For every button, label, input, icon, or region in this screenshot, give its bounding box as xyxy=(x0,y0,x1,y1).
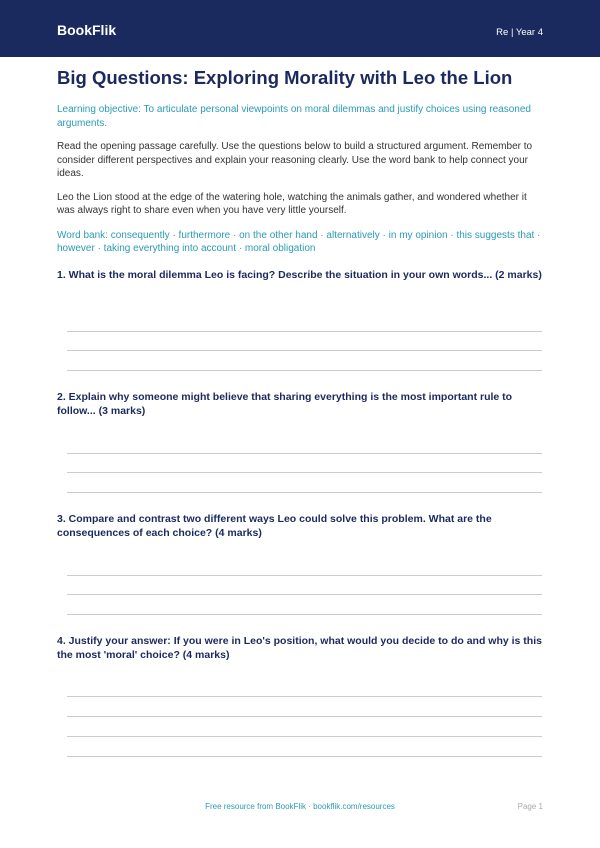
answer-line[interactable] xyxy=(67,453,542,454)
answer-line[interactable] xyxy=(67,350,542,351)
question-4: 4. Justify your answer: If you were in Leo's position, what would you decide to do and why is this the most 'moral' choice? (4 marks) xyxy=(57,635,542,661)
header-bar xyxy=(0,0,600,57)
footer-credit: Free resource from BookFlik · bookflik.com/resources xyxy=(205,802,395,811)
page-number: Page 1 xyxy=(517,802,543,811)
word-bank: Word bank: consequently · furthermore · on the other hand · alternatively · in my opinion · this suggests that · however · taking everything into account · moral obligation xyxy=(57,229,541,254)
worksheet-content xyxy=(57,64,544,256)
answer-line[interactable] xyxy=(67,756,542,757)
answer-line[interactable] xyxy=(67,331,542,332)
worksheet-title: Big Questions: Exploring Morality with Leo the Lion xyxy=(57,67,513,88)
answer-line[interactable] xyxy=(67,696,542,697)
subject-year-label: Re | Year 4 xyxy=(496,27,543,38)
answer-line[interactable] xyxy=(67,716,542,717)
answer-line[interactable] xyxy=(67,594,542,595)
answer-line[interactable] xyxy=(67,370,542,371)
opening-passage: Leo the Lion stood at the edge of the watering hole, watching the animals gather, and wondered whether it was always right to share even when you have very little yourself. xyxy=(57,191,527,216)
answer-line[interactable] xyxy=(67,492,542,493)
answer-line[interactable] xyxy=(67,614,542,615)
answer-line[interactable] xyxy=(67,736,542,737)
learning-objective: Learning objective: To articulate personal viewpoints on moral dilemmas and justify choices using reasoned arguments. xyxy=(57,104,531,129)
answer-line[interactable] xyxy=(67,472,542,473)
instructions-text: Read the opening passage carefully. Use the questions below to build a structured argument. Remember to consider different perspectives and explain your reasoning clearly. Use the word bank to help connect your ideas. xyxy=(57,141,533,179)
answer-line[interactable] xyxy=(67,575,542,576)
question-3: 3. Compare and contrast two different ways Leo could solve this problem. What are the consequences of each choice? (4 marks) xyxy=(57,513,492,539)
brand-logo-text: BookFlik xyxy=(57,22,117,38)
question-1: 1. What is the moral dilemma Leo is facing? Describe the situation in your own words... (2 marks) xyxy=(57,269,542,281)
question-2: 2. Explain why someone might believe that sharing everything is the most important rule to follow... (3 marks) xyxy=(57,391,513,417)
